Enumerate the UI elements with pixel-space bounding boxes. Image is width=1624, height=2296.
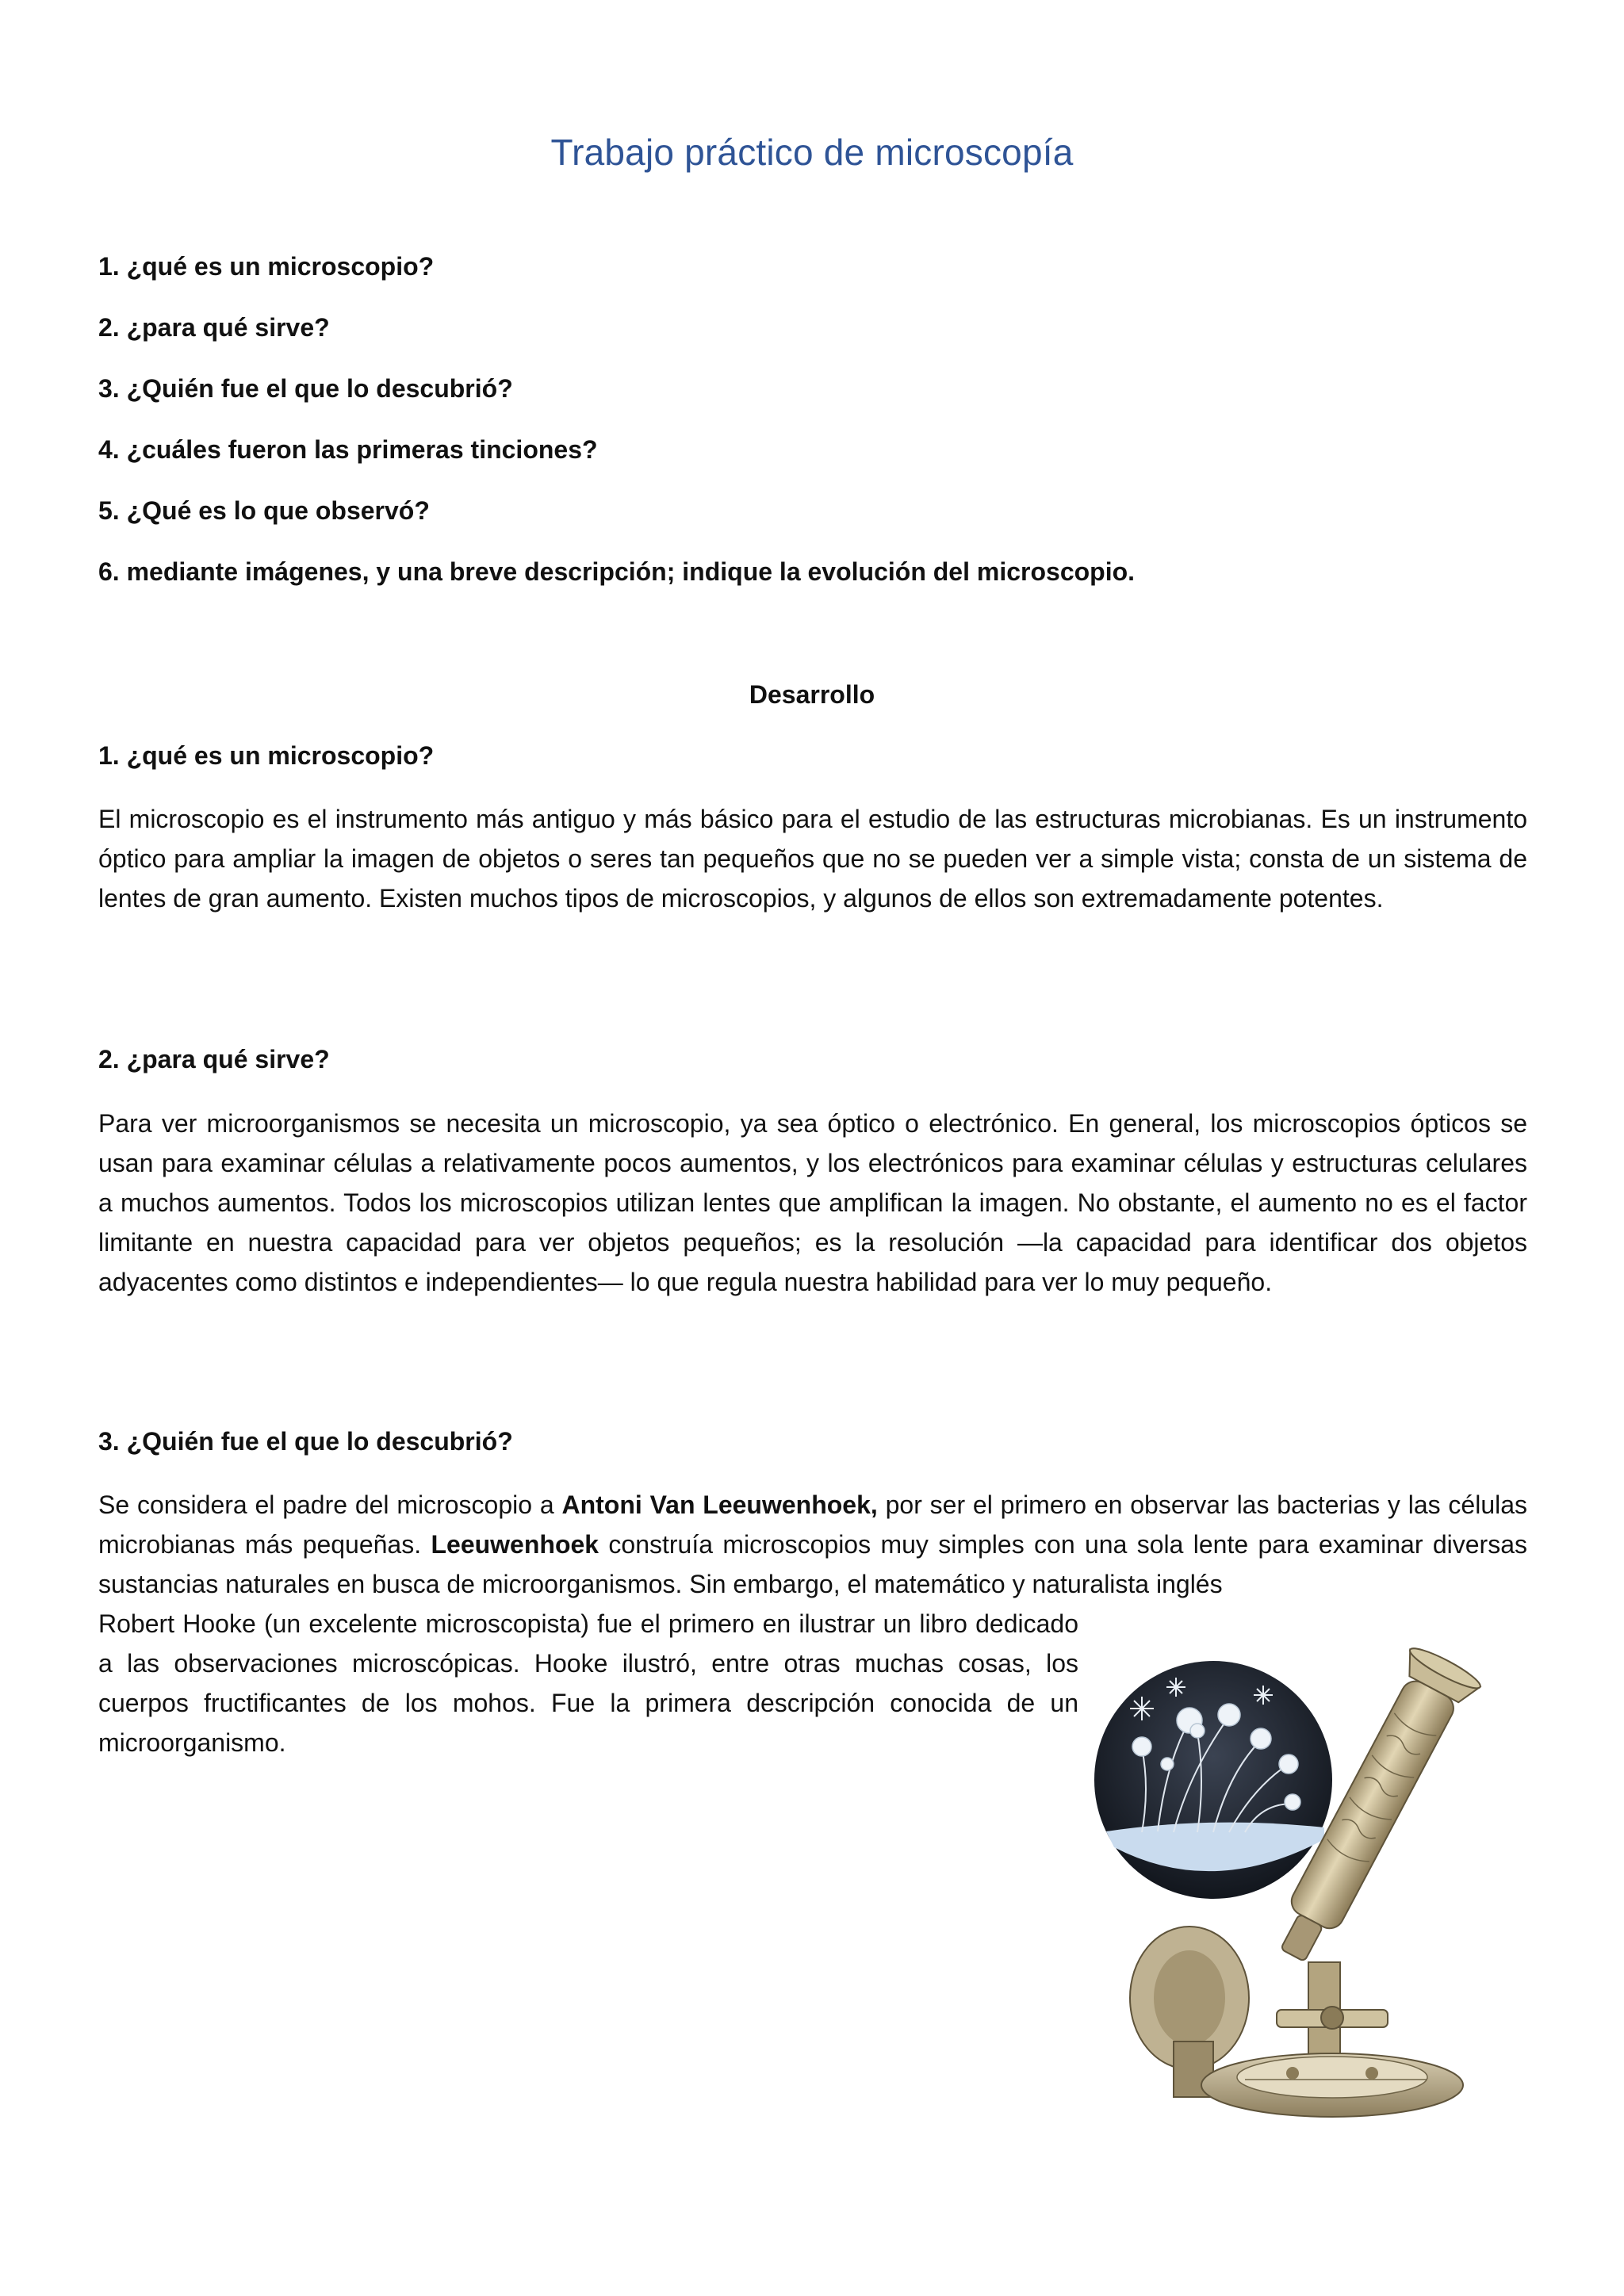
- question-6: 6. mediante imágenes, y una breve descripción; indique la evolución del microscopio.: [98, 557, 1136, 586]
- section-1-body: El microscopio es el instrumento más antiguo y más básico para el estudio de las estructuras microbianas. Es un instrumento óptico para ampliar la imagen de objetos o seres tan pequeños que no se pueden ver a simple vista; consta de un sistema de lentes de gran aumento. Existen muchos tipos de microscopios, y algunos de ellos son extremadamente potentes.: [98, 805, 1527, 913]
- section-2-heading: 2. ¿para qué sirve?: [98, 1045, 330, 1073]
- section-3-body-part2: Robert Hooke (un excelente microscopista) fue el primero en ilustrar un libro dedicado a las observaciones microscópicas. Hooke ilustró, entre otras muchas cosas, los cuerpos fructificantes de los mohos. Fue la primera descripción conocida de un microorganismo.: [98, 1609, 1078, 1757]
- section-3-heading: 3. ¿Quién fue el que lo descubrió?: [98, 1427, 513, 1456]
- name-antoni-van-leeuwenhoek: Antoni Van Leeuwenhoek,: [561, 1490, 878, 1519]
- body-text: Se considera el padre del microscopio a: [98, 1490, 562, 1519]
- body-text: construía microscopios muy simples con una sola lente para examinar diversas sustancias naturales en busca de microorganismos. Sin embargo, el matemático y naturalista inglés: [98, 1530, 1528, 1598]
- question-4: 4. ¿cuáles fueron las primeras tinciones?: [98, 435, 598, 464]
- development-heading: Desarrollo: [749, 680, 875, 709]
- section-2-body: Para ver microorganismos se necesita un microscopio, ya sea óptico o electrónico. En general, los microscopios ópticos se usan para examinar células a relativamente pocos aumentos, y los electrónicos para examinar células y estructuras celulares a muchos aumentos. Todos los microscopios utilizan lentes que amplifican la imagen. No obstante, el aumento no es el factor limitante en nuestra capacidad para ver objetos pequeños; es la resolución —la capacidad para identificar dos objetos adyacentes como distintos e independientes— lo que regula nuestra habilidad para ver lo muy pequeño.: [98, 1109, 1527, 1296]
- question-2: 2. ¿para qué sirve?: [98, 313, 330, 342]
- section-3-body-part1: [98, 1485, 1527, 1604]
- question-1: 1. ¿qué es un microscopio?: [98, 252, 435, 281]
- question-3: 3. ¿Quién fue el que lo descubrió?: [98, 374, 513, 403]
- body-text: por ser el primero en observar las bacterias y las células microbianas más pequeñas.: [98, 1490, 1528, 1559]
- question-5: 5. ¿Qué es lo que observó?: [98, 496, 430, 525]
- mold-circle-icon: [1094, 1661, 1332, 1899]
- page-title: Trabajo práctico de microscopía: [550, 132, 1074, 173]
- section-1-heading: 1. ¿qué es un microscopio?: [98, 741, 435, 770]
- microscope-illustration-icon: [1094, 1645, 1507, 2129]
- name-leeuwenhoek: Leeuwenhoek: [431, 1530, 599, 1559]
